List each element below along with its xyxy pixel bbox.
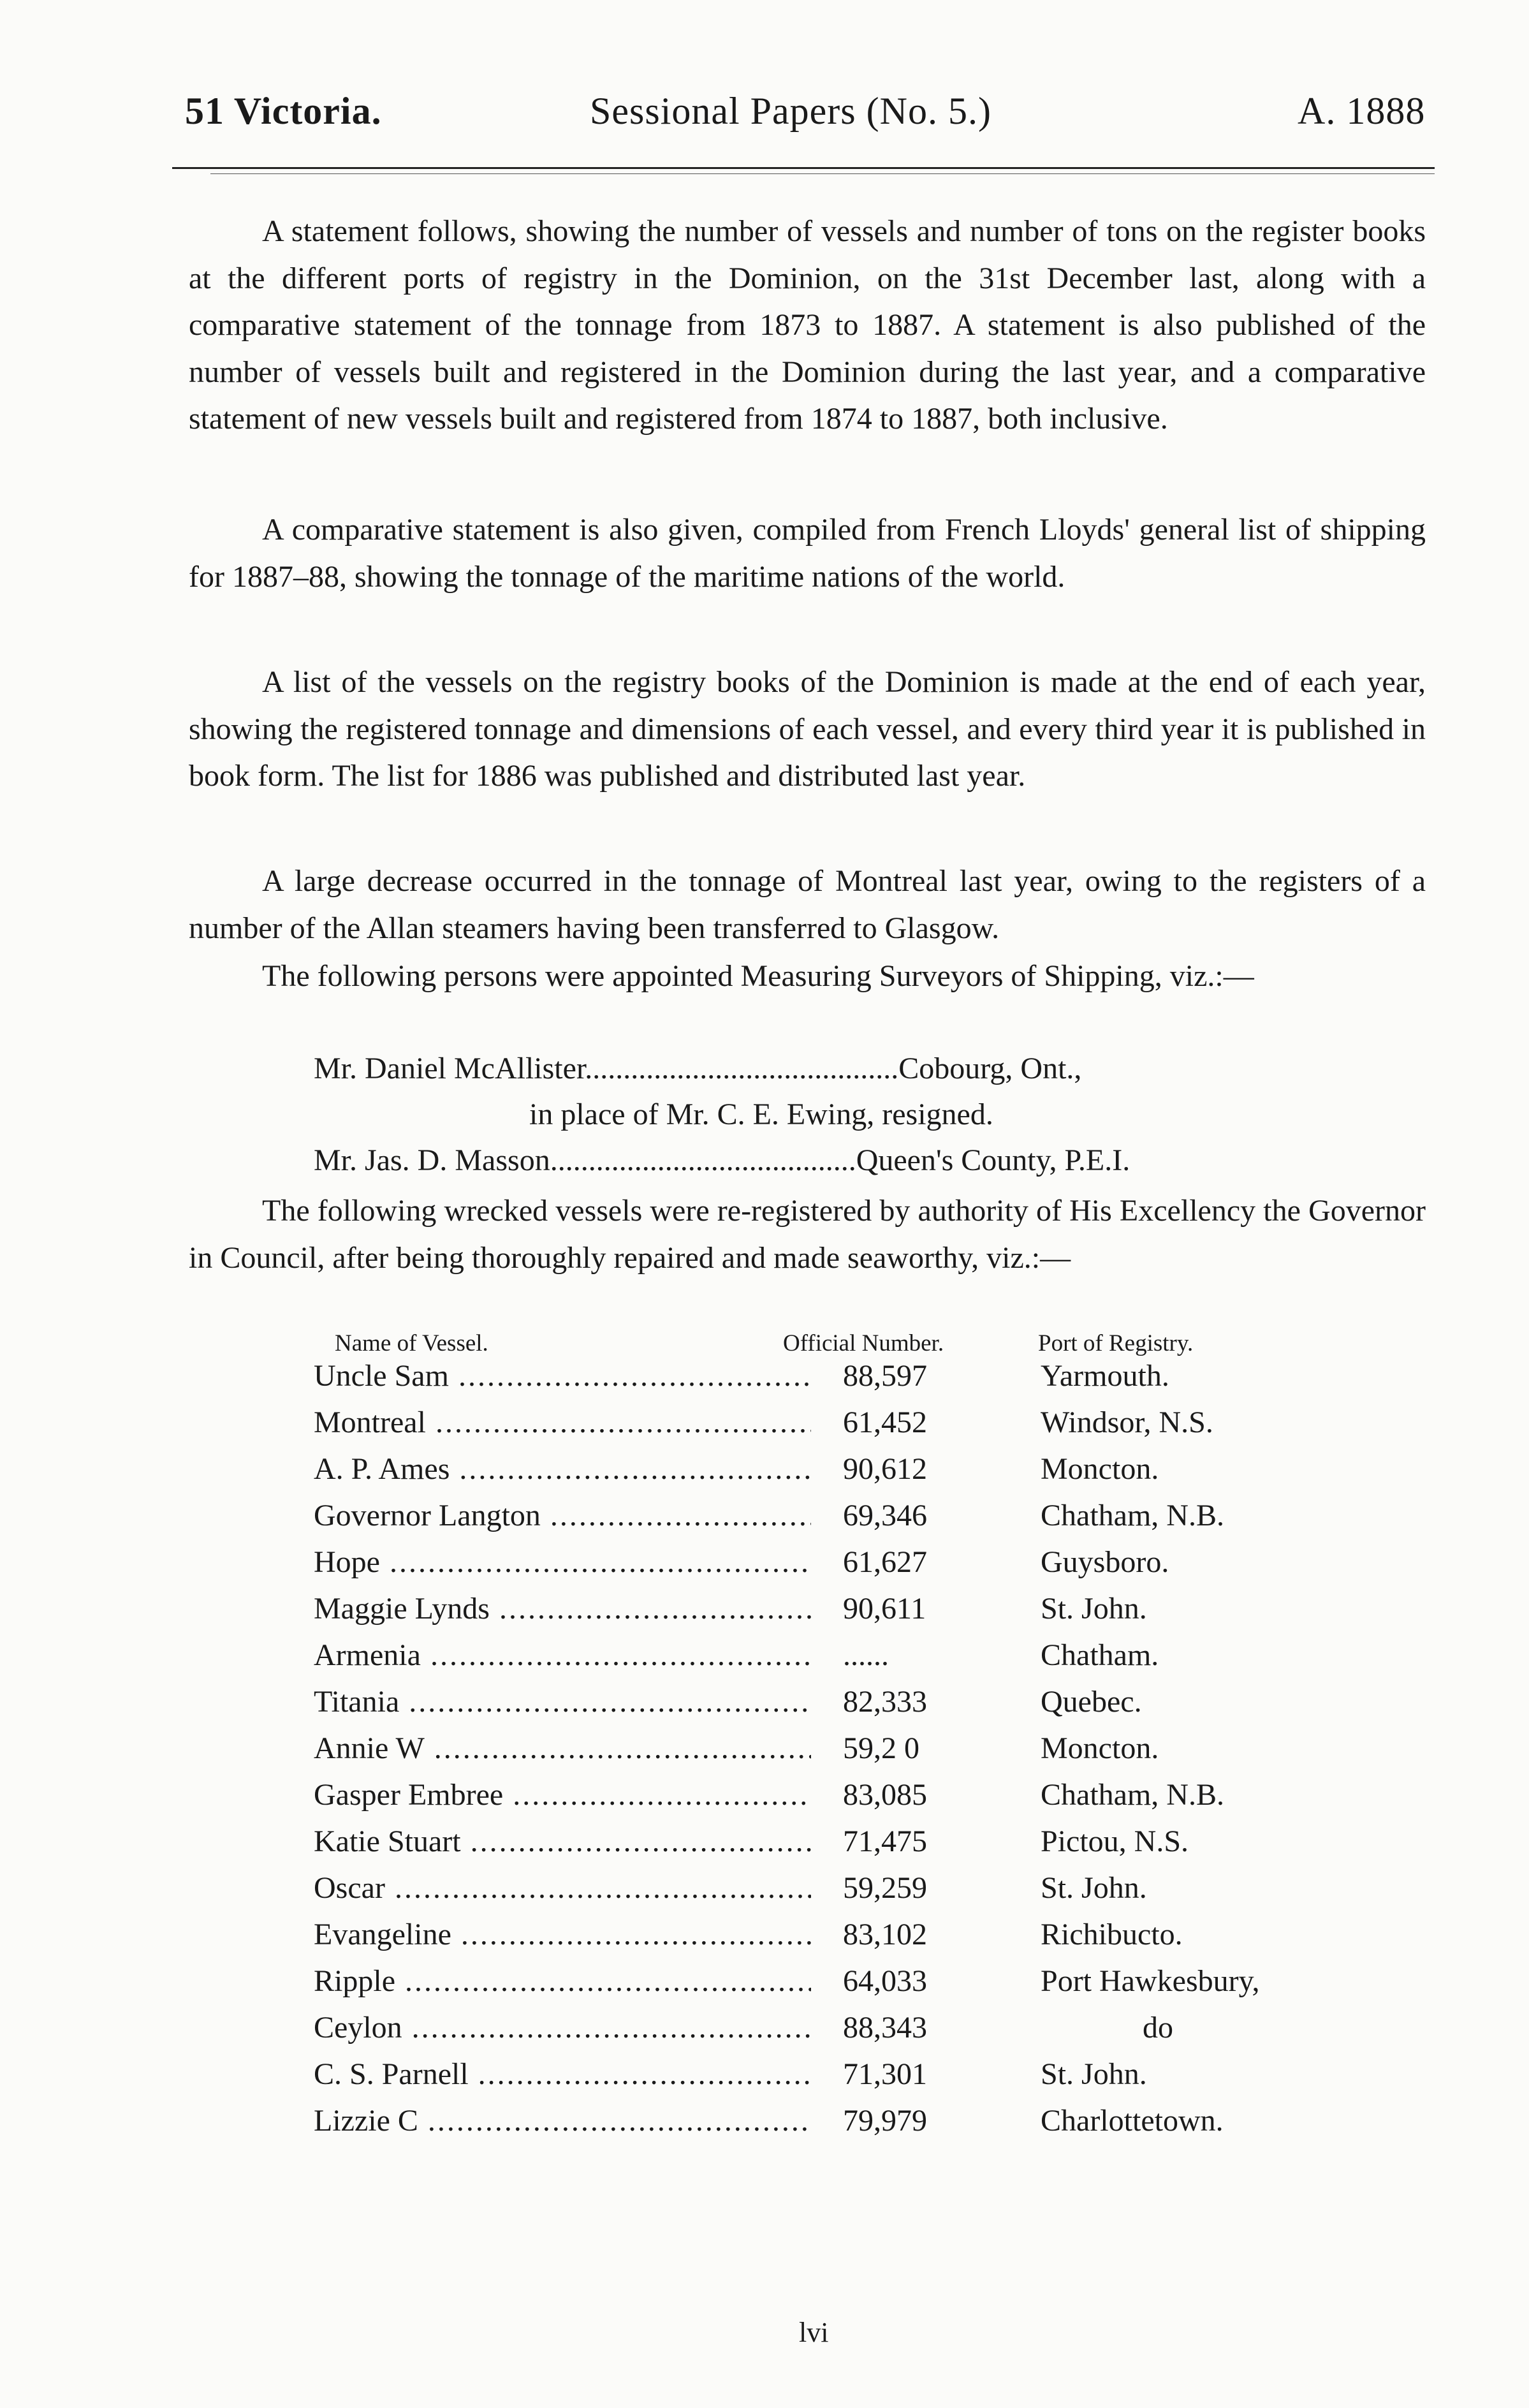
paragraph-1: [189, 208, 1426, 443]
official-number: ......: [843, 1638, 889, 1672]
vessel-name: Gasper Embree .....: [314, 1777, 811, 1812]
table-row: [314, 1638, 1385, 1684]
vessel-name: Lizzie C .....: [314, 2103, 811, 2138]
official-number: 61,452: [843, 1406, 927, 1439]
port-of-registry: Chatham.: [1041, 1638, 1159, 1672]
official-number: 64,033: [843, 1964, 927, 1998]
official-number: 61,627: [843, 1545, 927, 1579]
vessel-name: Annie W .....: [314, 1731, 811, 1766]
vessel-name: Katie Stuart .....: [314, 1824, 811, 1859]
paragraph-4-text: A large decrease occurred in the tonnage of Montreal last year, owing to the registers of a number of the Allan steamers having been transferred to Glasgow.: [189, 864, 1426, 945]
vessel-name: Oscar .....: [314, 1870, 811, 1905]
official-number: 88,343: [843, 2011, 927, 2045]
port-of-registry: St. John.: [1041, 2057, 1147, 2091]
table-row: [314, 1498, 1385, 1545]
vessel-name: Evangeline .....: [314, 1917, 811, 1952]
column-header-name: Name of Vessel.: [335, 1330, 488, 1356]
port-of-registry: St. John.: [1041, 1592, 1147, 1626]
wrecked-intro-text: The following wrecked vessels were re-registered by authority of His Excellency the Governor in Council, after being thoroughly repaired and made seaworthy, viz.:—: [189, 1194, 1426, 1275]
official-number: 83,102: [843, 1918, 927, 1951]
paragraph-5-text: The following persons were appointed Measuring Surveyors of Shipping, viz.:—: [262, 959, 1254, 993]
paragraph-5: [189, 953, 1426, 1000]
official-number: 90,611: [843, 1592, 926, 1626]
vessel-name: Montreal .....: [314, 1405, 811, 1440]
wrecked-intro: [189, 1187, 1426, 1281]
table-row: [314, 1824, 1385, 1870]
table-row: [314, 1731, 1385, 1777]
appointment-2: Mr. Jas. D. Masson........................................Queen's County, P.E.I.: [314, 1143, 1130, 1177]
header-rule-thin: [210, 173, 1435, 174]
official-number: 82,333: [843, 1685, 927, 1719]
vessel-name: Uncle Sam .....: [314, 1358, 811, 1393]
port-of-registry: do: [1143, 2011, 1173, 2045]
vessel-name: Ceylon .....: [314, 2010, 811, 2045]
paragraph-2: [189, 506, 1426, 600]
paragraph-3: [189, 659, 1426, 800]
table-row: [314, 1545, 1385, 1591]
port-of-registry: Charlottetown.: [1041, 2104, 1224, 2138]
table-row: [314, 1917, 1385, 1964]
port-of-registry: Chatham, N.B.: [1041, 1499, 1224, 1532]
table-row: [314, 2010, 1385, 2057]
column-header-number: Official Number.: [783, 1330, 944, 1356]
vessel-name: Titania .....: [314, 1684, 811, 1719]
header-center: Sessional Papers (No. 5.): [590, 90, 991, 132]
official-number: 79,979: [843, 2104, 927, 2138]
vessel-name: Armenia .....: [314, 1638, 811, 1673]
page-number: lvi: [799, 2317, 829, 2348]
table-row: [314, 2057, 1385, 2103]
port-of-registry: Quebec.: [1041, 1685, 1142, 1719]
port-of-registry: Windsor, N.S.: [1041, 1406, 1213, 1439]
header-left: 51 Victoria.: [185, 90, 382, 132]
port-of-registry: Moncton.: [1041, 1452, 1159, 1486]
paragraph-3-text: A list of the vessels on the registry books of the Dominion is made at the end of each year, showing the registered tonnage and dimensions of each vessel, and every third year it is published in book form. The list for 1886 was published and distributed last year.: [189, 665, 1426, 793]
appointment-1-note: in place of Mr. C. E. Ewing, resigned.: [529, 1098, 993, 1131]
port-of-registry: Pictou, N.S.: [1041, 1824, 1189, 1858]
table-row: [314, 1358, 1385, 1405]
table-row: [314, 1451, 1385, 1498]
column-header-port: Port of Registry.: [1038, 1330, 1194, 1356]
table-row: [314, 2103, 1385, 2150]
official-number: 90,612: [843, 1452, 927, 1486]
official-number: 71,301: [843, 2057, 927, 2091]
table-row: [314, 1777, 1385, 1824]
appointment-1: Mr. Daniel McAllister.........................................Cobourg, Ont.,: [314, 1052, 1082, 1085]
vessel-name: A. P. Ames .....: [314, 1451, 811, 1487]
paragraph-1-text: A statement follows, showing the number of vessels and number of tons on the register books at the different ports of registry in the Dominion, on the 31st December last, along with a comparative statement of the tonnage from 1873 to 1887. A statement is also published of the number of vessels built and registered in the Dominion during the last year, and a comparative statement of new vessels built and registered from 1874 to 1887, both inclusive.: [189, 214, 1426, 436]
header-right: A. 1888: [1298, 90, 1426, 132]
port-of-registry: Moncton.: [1041, 1731, 1159, 1765]
table-row: [314, 1684, 1385, 1731]
table-row: [314, 1964, 1385, 2010]
port-of-registry: Port Hawkesbury,: [1041, 1964, 1260, 1998]
paragraph-4: [189, 858, 1426, 951]
official-number: 88,597: [843, 1359, 927, 1393]
paragraph-2-text: A comparative statement is also given, compiled from French Lloyds' general list of shipping for 1887–88, showing the tonnage of the maritime nations of the world.: [189, 513, 1426, 594]
official-number: 83,085: [843, 1778, 927, 1812]
official-number: 59,2 0: [843, 1731, 919, 1765]
port-of-registry: Guysboro.: [1041, 1545, 1169, 1579]
vessel-name: Governor Langton .....: [314, 1498, 811, 1533]
header-rule: [172, 167, 1435, 169]
official-number: 69,346: [843, 1499, 927, 1532]
vessel-name: Hope .....: [314, 1545, 811, 1580]
vessel-name: Maggie Lynds .....: [314, 1591, 811, 1626]
vessel-name: C. S. Parnell .....: [314, 2057, 811, 2092]
port-of-registry: Yarmouth.: [1041, 1359, 1169, 1393]
official-number: 71,475: [843, 1824, 927, 1858]
official-number: 59,259: [843, 1871, 927, 1905]
table-row: [314, 1870, 1385, 1917]
table-row: [314, 1591, 1385, 1638]
table-row: [314, 1405, 1385, 1451]
port-of-registry: Richibucto.: [1041, 1918, 1183, 1951]
port-of-registry: St. John.: [1041, 1871, 1147, 1905]
vessel-name: Ripple .....: [314, 1964, 811, 1999]
port-of-registry: Chatham, N.B.: [1041, 1778, 1224, 1812]
